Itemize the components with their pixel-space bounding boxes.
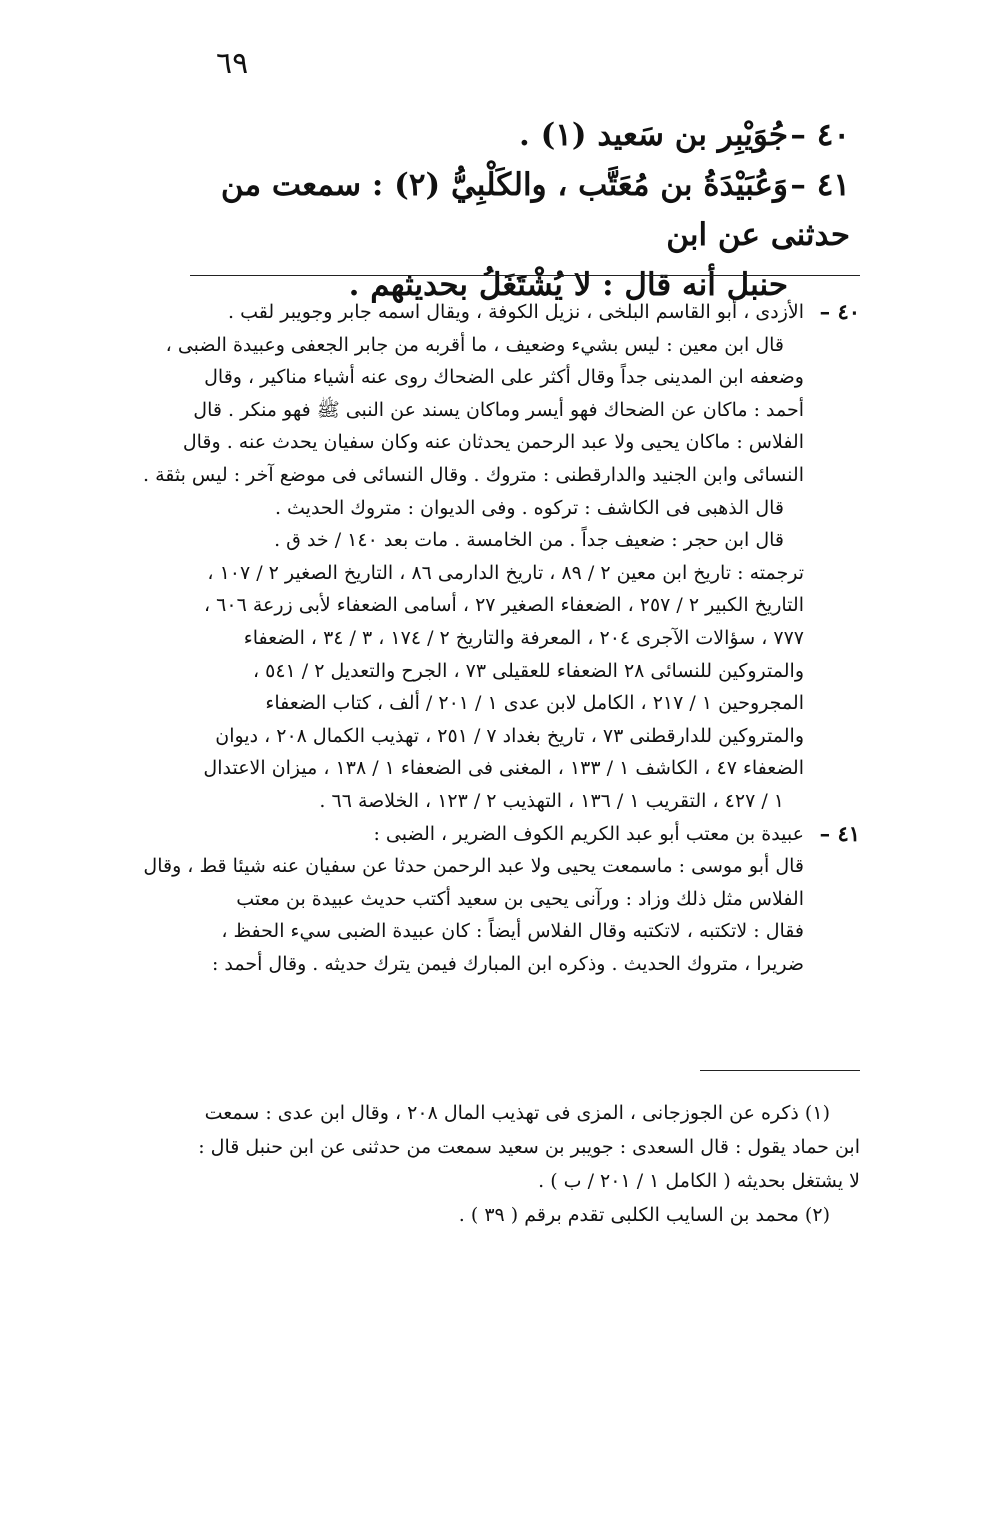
entry-text: وَعُبَيْدَةُ بن مُعَتَّب ، والكَلْبِيُّ (٢) : سمعت من حدثنى عن ابن	[220, 167, 850, 253]
note-body	[143, 850, 860, 980]
note-line: أحمد : ماكان عن الضحاك فهو أيسر وماكان يسند عن النبى ﷺ فهو منكر . قال	[193, 398, 804, 421]
main-entry-40	[150, 110, 850, 160]
note-line: قال ابن حجر : ضعيف جداً . من الخامسة . مات بعد ١٤٠ / خد ق .	[274, 529, 784, 552]
separator-rule	[190, 275, 860, 276]
note-line: ضريرا ، متروك الحديث . وذكره ابن المبارك فيمن يترك حديثه . وقال أحمد :	[211, 952, 804, 975]
footnote-line: (١) ذكره عن الجوزجانى ، المزى فى تهذيب المال ٢٠٨ ، وقال ابن عدى : سمعت	[204, 1102, 830, 1124]
note-line: الفلاس : ماكان يحيى ولا عبد الرحمن يحدثان عنه وكان سفيان يحدث عنه . وقال	[182, 431, 804, 454]
main-text	[150, 110, 850, 310]
note-line: التاريخ الكبير ٢ / ٢٥٧ ، الضعفاء الصغير ٢٧ ، أسامى الضعفاء لأبى زرعة ٦٠٦ ،	[204, 594, 804, 617]
note-line: الأزدى ، أبو القاسم البلخى ، نزيل الكوفة ، ويقال اسمه جابر وجويبر لقب .	[228, 301, 804, 323]
note-40	[142, 296, 860, 818]
footnote-1	[160, 1096, 860, 1198]
note-number: ٤١ –	[819, 820, 860, 846]
note-line: قال ابن معين : ليس بشيء وضعيف ، ما أقربه من جابر الجعفى وعبيدة الضبى ،	[165, 333, 784, 356]
note-line: وضعفه ابن المدينى جداً وقال أكثر على الضحاك روى عنه أشياء مناكير ، وقال	[204, 366, 804, 389]
note-line: ترجمته : تاريخ ابن معين ٢ / ٨٩ ، تاريخ الدارمى ٨٦ ، التاريخ الصغير ٢ / ١٠٧ ،	[207, 561, 804, 584]
entry-number: ٤٠ –	[790, 117, 850, 153]
footnotes	[160, 1096, 860, 1232]
note-line: ١ / ٤٢٧ ، التقريب ١ / ١٣٦ ، التهذيب ٢ / ١٢٣ ، الخلاصة ٦٦ .	[319, 789, 784, 812]
commentary	[142, 296, 860, 980]
page-number: ٦٩	[216, 46, 249, 81]
note-line: والمتروكين للدارقطنى ٧٣ ، تاريخ بغداد ٧ / ٢٥١ ، تهذيب الكمال ٢٠٨ ، ديوان	[215, 724, 804, 747]
entry-text: حنبل أنه قال : لا يُشْتَغَلُ بحديثهم .	[348, 267, 788, 303]
note-line: النسائى وابن الجنيد والدارقطنى : متروك . وقال النسائى فى موضع آخر : ليس بثقة .	[142, 463, 804, 486]
note-line: قال الذهبى فى الكاشف : تركوه . وفى الديوان : متروك الحديث .	[274, 496, 784, 519]
note-41	[143, 818, 860, 981]
footnote-line: لا يشتغل بحديثه ( الكامل ١ / ٢٠١ / ب ) .	[538, 1170, 860, 1192]
note-line: عبيدة بن معتب أبو عبد الكريم الكوف الضرير ، الضبى :	[373, 822, 804, 845]
note-line: المجروحين ١ / ٢١٧ ، الكامل لابن عدى ١ / ٢٠١ / ألف ، كتاب الضعفاء	[265, 692, 804, 715]
entry-number: ٤١ –	[790, 167, 850, 203]
footnote-line: (٢) محمد بن السايب الكلبى تقدم برقم ( ٣٩ ) .	[458, 1204, 830, 1226]
footnote-rule	[700, 1070, 860, 1071]
note-line: فقال : لاتكتبه ، لاتكتبه وقال الفلاس أيضاً : كان عبيدة الضبى سيء الحفظ ،	[221, 920, 804, 943]
footnote-2	[160, 1198, 860, 1232]
footnote-line: ابن حماد يقول : قال السعدى : جويبر بن سعيد سمعت من حدثنى عن ابن حنبل قال :	[198, 1136, 860, 1158]
note-line: قال أبو موسى : ماسمعت يحيى ولا عبد الرحمن حدثا عن سفيان عنه شيئا قط ، وقال	[143, 855, 804, 878]
entry-text: جُوَيْبِر بن سَعيد (١) .	[518, 117, 788, 153]
main-entry-41	[150, 160, 850, 310]
note-line: الفلاس مثل ذلك وزاد : ورآنى يحيى بن سعيد أكتب حديث عبيدة بن معتب	[236, 887, 804, 910]
note-line: ٧٧٧ ، سؤالات الآجرى ٢٠٤ ، المعرفة والتاريخ ٢ / ١٧٤ ، ٣ / ٣٤ ، الضعفاء	[243, 626, 804, 649]
note-line: الضعفاء ٤٧ ، الكاشف ١ / ١٣٣ ، المغنى فى الضعفاء ١ / ١٣٨ ، ميزان الاعتدال	[203, 757, 804, 780]
note-number: ٤٠ –	[819, 299, 860, 324]
note-line: والمتروكين للنسائى ٢٨ الضعفاء للعقيلى ٧٣ ، الجرح والتعديل ٢ / ٥٤١ ،	[252, 659, 804, 682]
note-body	[142, 329, 860, 818]
